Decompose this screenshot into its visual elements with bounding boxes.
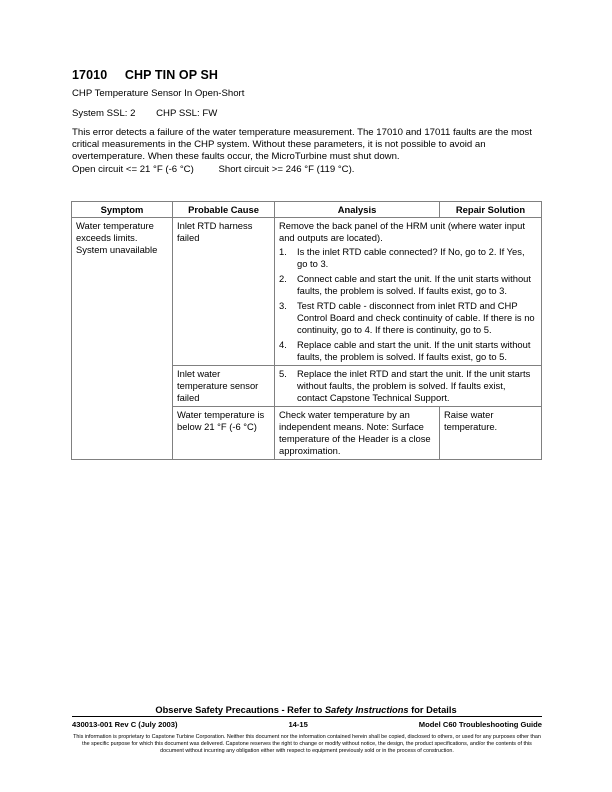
page-number: 14-15 [288, 720, 308, 729]
list-item: 4. Replace cable and start the unit. If the unit starts without faults, the problem is solved. If faults exist, go to 5. [279, 339, 531, 362]
fault-code: 17010 [72, 68, 108, 82]
cause-cell: Inlet water temperature sensor failed [173, 366, 275, 407]
cause-cell: Water temperature is below 21 °F (-6 °C) [173, 407, 275, 460]
table-row [72, 218, 542, 366]
safety-instructions-ref: Safety Instructions [324, 705, 409, 715]
page-title [72, 68, 218, 82]
analysis-intro: Remove the back panel of the HRM unit (where water input and outputs are located). [279, 220, 525, 243]
list-item: 2. Connect cable and start the unit. If the unit starts without faults, the problem is solved. If faults exist, go to 3. [279, 273, 531, 296]
footer-row [72, 720, 542, 729]
analysis-cell: Check water temperature by an independent means. Note: Surface temperature of the Header is a close approximation. [275, 407, 440, 460]
analysis-steps [279, 246, 537, 363]
guide-title: Model C60 Troubleshooting Guide [418, 720, 542, 729]
short-circuit: Short circuit >= 246 °F (119 °C). [218, 164, 355, 175]
header-analysis: Analysis [275, 202, 440, 218]
circuit-limits [72, 164, 354, 175]
repair-cell: Raise water temperature. [440, 407, 542, 460]
system-ssl: System SSL: 2 [72, 108, 136, 119]
ssl-line [72, 108, 217, 119]
fault-name: CHP TIN OP SH [124, 68, 219, 82]
symptom-cell: Water temperature exceeds limits. System unavailable [72, 218, 173, 460]
open-circuit: Open circuit <= 21 °F (-6 °C) [72, 164, 194, 175]
table-header-row [72, 202, 542, 218]
chp-ssl: CHP SSL: FW [156, 108, 218, 119]
fault-description: This error detects a failure of the water temperature measurement. The 17010 and 17011 faults are the most critical measurements in the CHP system. Without these parameters, it is not possible to avoid an overtemperature. When these faults occur, the MicroTurbine must shut down. [72, 127, 532, 163]
list-item: 5. Replace the inlet RTD and start the unit. If the unit starts without faults, the problem is solved. If faults exist, contact Capstone Technical Support. [279, 368, 531, 403]
header-symptom: Symptom [72, 202, 173, 218]
doc-number: 430013-001 Rev C (July 2003) [72, 720, 178, 729]
analysis-cell [275, 366, 542, 407]
fault-subtitle: CHP Temperature Sensor In Open-Short [72, 88, 245, 99]
proprietary-notice: This information is proprietary to Capstone Turbine Corporation. Neither this document nor the information contained herein shall be copied, disclosed to others, or used for any purposes other than the specific purpose for which this document was delivered. Capstone reserves the right to change or modify without notice, the design, the product specifications, and/or the contents of this document without incurring any obligation either with respect to equipment previously sold or in the process of construction. [73, 734, 541, 754]
analysis-cell [275, 218, 542, 366]
troubleshooting-table [71, 201, 542, 460]
header-probable-cause: Probable Cause [173, 202, 275, 218]
safety-note: Observe Safety Precautions - Refer to Safety Instructions for Details [155, 705, 457, 715]
header-repair-solution: Repair Solution [440, 202, 542, 218]
list-item: 1. Is the inlet RTD cable connected? If No, go to 2. If Yes, go to 3. [279, 246, 525, 269]
list-item: 3. Test RTD cable - disconnect from inlet RTD and CHP Control Board and check continuity of cable. If there is no continuity, go to 4. If there is continuity, go to 5. [279, 300, 535, 335]
cause-cell: Inlet RTD harness failed [173, 218, 275, 366]
footer-divider [72, 716, 542, 717]
analysis-steps [279, 368, 537, 404]
